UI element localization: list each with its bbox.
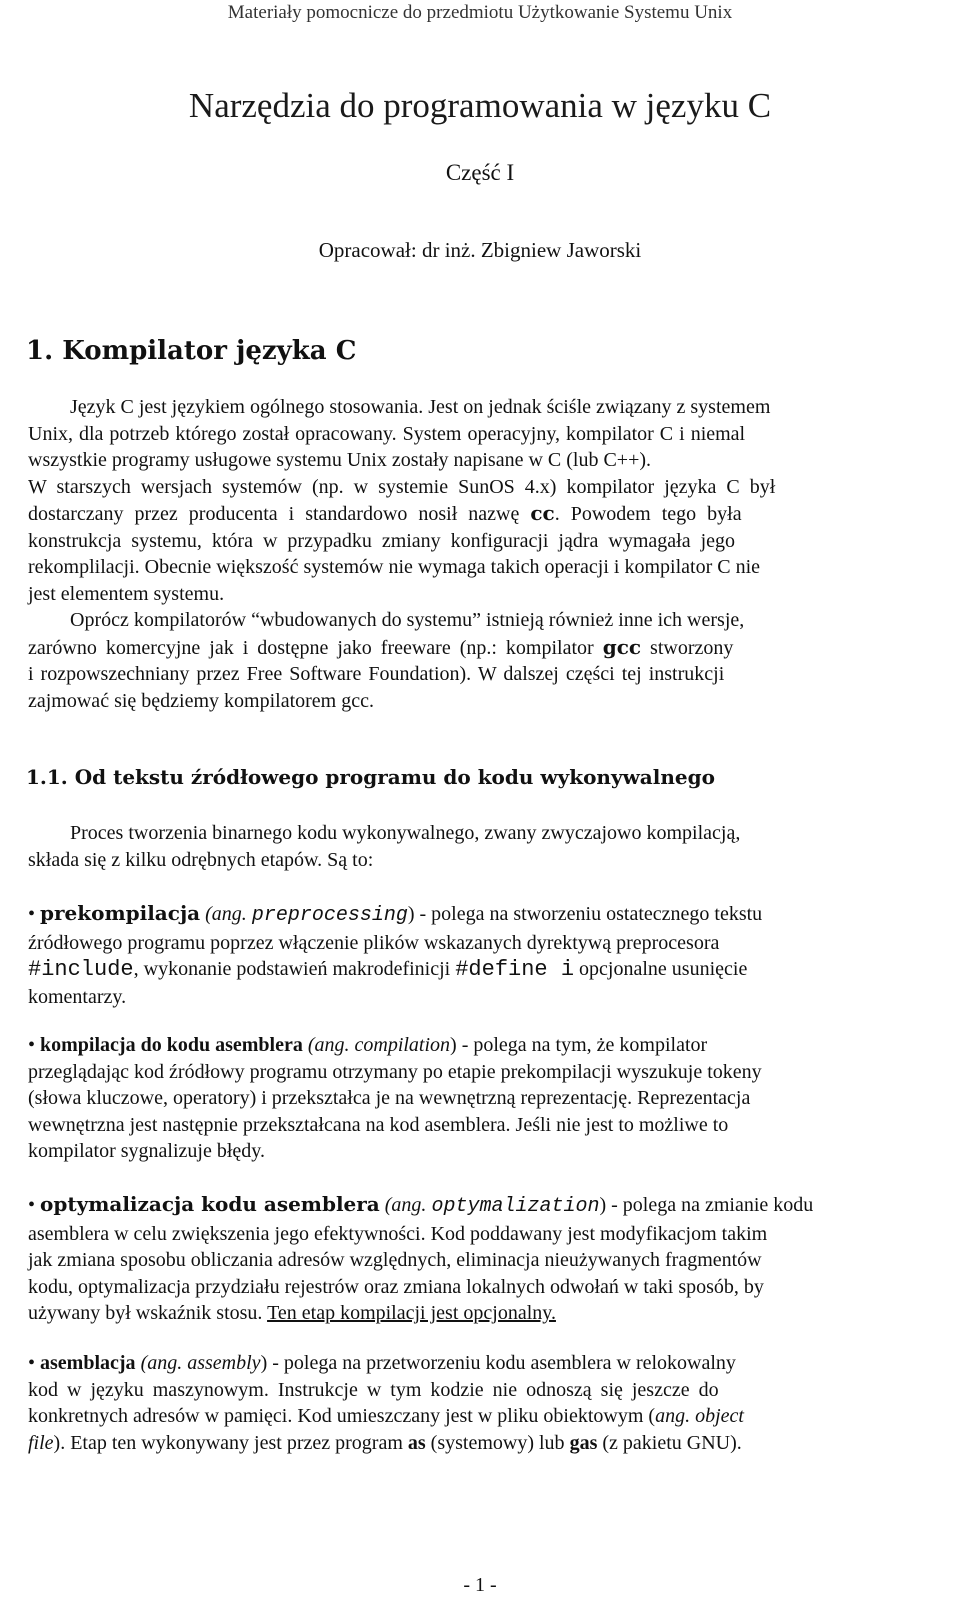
- ang-term: file: [28, 1431, 54, 1454]
- text-fragment: ) - polega na przetworzeniu kodu asemblera w relokowalny: [260, 1352, 736, 1374]
- stage-term: prekompilacja: [40, 901, 201, 925]
- stage-asemblacja: [28, 1350, 926, 1456]
- text-line: Oprócz kompilatorów “wbudowanych do systemu” istnieją również inne ich wersje,: [70, 609, 745, 631]
- text-line: [28, 1191, 926, 1221]
- ang-term: ang. object: [655, 1405, 744, 1427]
- ang-label: (ang.: [205, 903, 247, 925]
- text-line: wszystkie programy usługowe systemu Unix zostały napisane w C (lub C++).: [28, 449, 652, 471]
- text-line: [28, 634, 926, 662]
- text-fragment: opcjonalne usunięcie: [579, 958, 748, 980]
- program-name: as: [407, 1431, 426, 1454]
- text-line: [28, 1032, 926, 1059]
- command-name: gcc: [602, 634, 642, 659]
- ang-term: compilation: [354, 1034, 451, 1056]
- text-line: [28, 956, 926, 984]
- process-paragraph: [28, 820, 926, 873]
- text-line: przeglądając kod źródłowy programu otrzymany po etapie prekompilacji wyszukuje tokeny: [28, 1060, 762, 1083]
- text-line: [28, 900, 926, 930]
- text-fragment: konkretnych adresów w pamięci. Kod umieszczany jest w pliku obiektowym (: [28, 1405, 656, 1427]
- text-fragment: zarówno komercyjne jak i dostępne jako freeware (np.: kompilator: [28, 636, 594, 659]
- directive-include: #include: [28, 957, 134, 982]
- page-number: - 1 -: [463, 1574, 497, 1596]
- text-line: źródłowego programu poprzez włączenie plików wskazanych dyrektywą preprocesora: [28, 931, 720, 954]
- stage-term: optymalizacja kodu asemblera: [40, 1192, 380, 1216]
- text-fragment: używany był wskaźnik stosu.: [28, 1302, 263, 1324]
- text-line: [28, 500, 926, 528]
- stage-prekompilacja: [28, 900, 926, 1010]
- text-line: [28, 1350, 926, 1377]
- text-line: jest elementem systemu.: [28, 582, 225, 605]
- text-line: rekomplilacji. Obecnie większość systemów nie wymaga takich operacji i kompilator C nie: [28, 556, 761, 578]
- bullet-icon: •: [28, 903, 36, 925]
- bullet-icon: •: [28, 1034, 36, 1056]
- bullet-icon: •: [28, 1194, 36, 1216]
- text-line: kompilator sygnalizuje błędy.: [28, 1140, 265, 1162]
- page-header: Materiały pomocnicze do przedmiotu Użytkowanie Systemu Unix: [227, 2, 733, 23]
- text-fragment: . Powodem tego była: [554, 503, 742, 525]
- text-fragment: ) - polega na stworzeniu ostatecznego tekstu: [407, 903, 763, 925]
- text-line: [28, 1430, 926, 1457]
- text-fragment: , wykonanie podstawień makrodefinicji: [133, 958, 451, 980]
- text-fragment: (z pakietu GNU).: [602, 1431, 742, 1454]
- text-fragment: dostarczany przez producenta i standardowo nosił nazwę: [28, 503, 520, 525]
- text-line: wewnętrzna jest następnie przekształcana na kod asemblera. Jeśli nie jest to możliwe to: [28, 1113, 729, 1136]
- command-name: cc: [530, 501, 555, 525]
- text-line: kodu, optymalizacja przydziału rejestrów oraz zmiana lokalnych odwołań w taki sposób, by: [28, 1275, 764, 1298]
- section-title: 1. Kompilator języka C: [26, 336, 357, 366]
- text-line: konstrukcja systemu, która w przypadku zmiany konfiguracji jądra wymagała jego: [28, 529, 736, 552]
- intro-paragraph: [28, 394, 926, 714]
- document-author: Opracował: dr inż. Zbigniew Jaworski: [318, 238, 642, 262]
- ang-term: preprocessing: [251, 904, 408, 927]
- text-line: kod w języku maszynowym. Instrukcje w tym kodzie nie odnoszą się jeszcze do: [28, 1378, 719, 1401]
- text-line: składa się z kilku odrębnych etapów. Są to:: [28, 848, 374, 871]
- document-title: Narzędzia do programowania w języku C: [188, 86, 772, 125]
- text-line: [28, 1300, 926, 1327]
- text-line: jak zmiana sposobu obliczania adresów względnych, eliminacja nieużywanych fragmentów: [28, 1249, 762, 1271]
- ang-term: optymalization: [431, 1195, 600, 1218]
- ang-label: (ang.: [307, 1034, 350, 1056]
- text-line: komentarzy.: [28, 985, 127, 1008]
- text-line: Unix, dla potrzeb którego został opracowany. System operacyjny, kompilator C i niemal: [28, 422, 746, 445]
- bullet-icon: •: [28, 1352, 36, 1374]
- ang-label: (ang.: [384, 1194, 427, 1216]
- text-line: W starszych wersjach systemów (np. w systemie SunOS 4.x) kompilator języka C był: [28, 475, 776, 498]
- stage-term: asemblacja: [40, 1352, 136, 1374]
- subsection-title: 1.1. Od tekstu źródłowego programu do kodu wykonywalnego: [26, 765, 715, 789]
- ang-label: (ang.: [140, 1352, 183, 1374]
- ang-term: assembly: [187, 1352, 261, 1374]
- text-fragment: ) - polega na zmianie kodu: [599, 1194, 814, 1216]
- text-line: [28, 1403, 926, 1430]
- program-name: gas: [569, 1431, 598, 1454]
- text-fragment: stworzony: [650, 636, 734, 659]
- directive-define: #define i: [455, 957, 575, 982]
- text-line: asemblera w celu zwiększenia jego efektywności. Kod poddawany jest modyfikacjom takim: [28, 1222, 768, 1245]
- text-fragment: (systemowy) lub: [430, 1431, 565, 1454]
- text-line: zajmować się będziemy kompilatorem gcc.: [28, 689, 374, 712]
- stage-kompilacja: [28, 1032, 926, 1165]
- text-line: Język C jest językiem ogólnego stosowania. Jest on jednak ściśle związany z systemem: [70, 396, 771, 418]
- text-line: i rozpowszechniany przez Free Software Foundation). W dalszej części tej instrukcji: [28, 663, 725, 685]
- stage-optymalizacja: [28, 1191, 926, 1327]
- document-subtitle: Część I: [445, 160, 515, 185]
- stage-term: kompilacja do kodu asemblera: [40, 1034, 303, 1056]
- underlined-note: Ten etap kompilacji jest opcjonalny.: [267, 1302, 556, 1324]
- text-fragment: ) - polega na tym, że kompilator: [450, 1034, 708, 1056]
- text-line: (słowa kluczowe, operatory) i przekształca je na wewnętrzną reprezentację. Reprezentacja: [28, 1087, 751, 1109]
- text-fragment: ). Etap ten wykonywany jest przez program: [53, 1431, 403, 1454]
- text-line: Proces tworzenia binarnego kodu wykonywalnego, zwany zwyczajowo kompilacją,: [70, 822, 741, 844]
